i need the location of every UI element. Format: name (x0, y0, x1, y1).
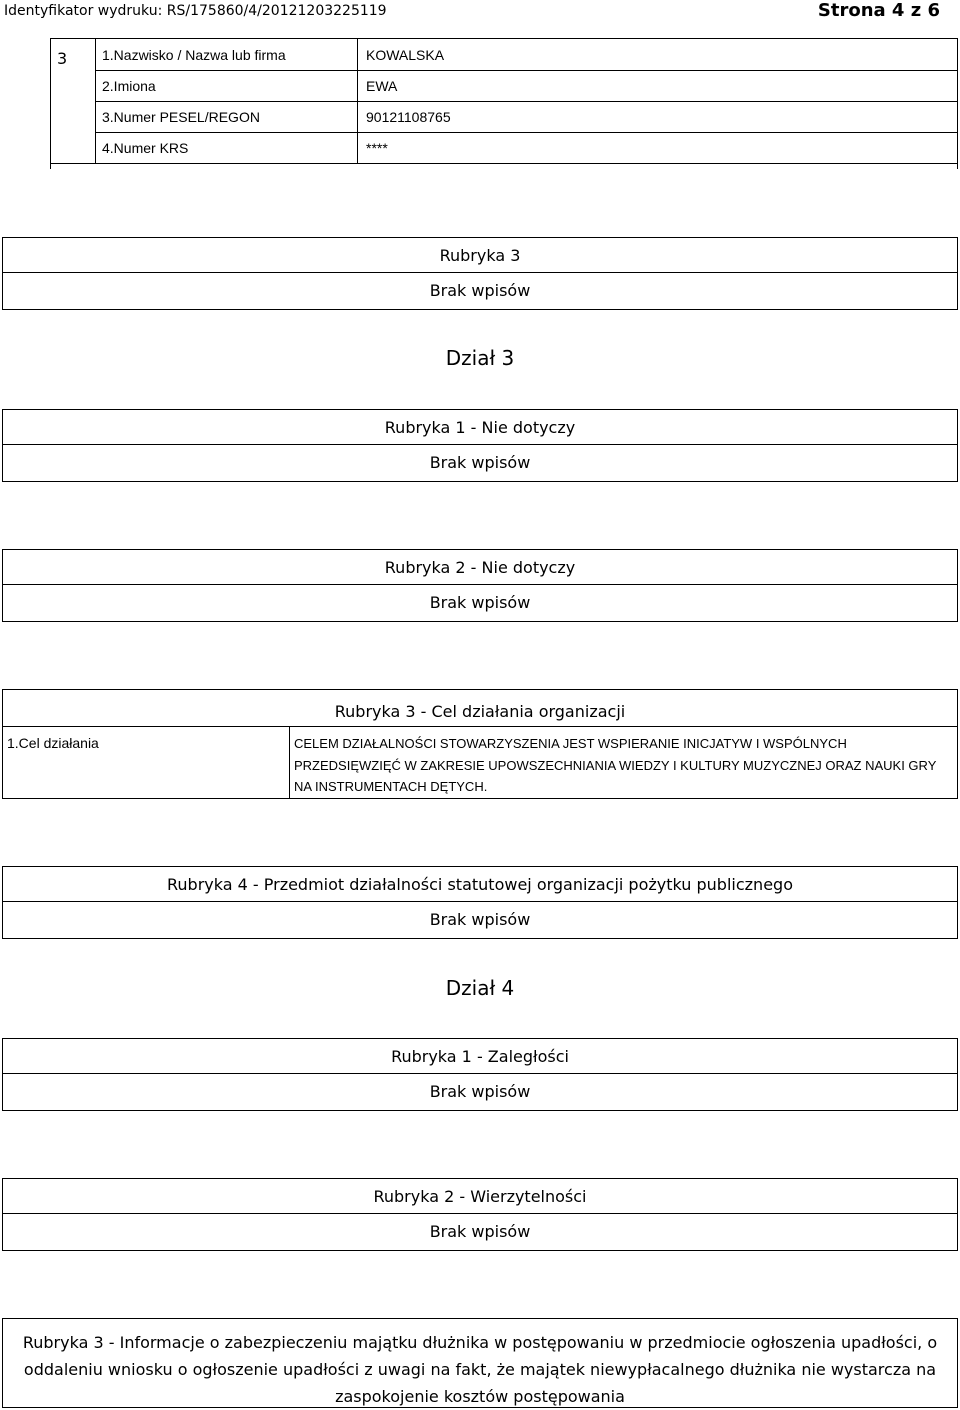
person-index: 3 (51, 39, 96, 163)
field-value: CELEM DZIAŁALNOŚCI STOWARZYSZENIA JEST WSPIERANIE INICJATYW I WSPÓLNYCH PRZEDSIĘWZIĘĆ W ZAKRESIE UPOWSZECHNIANIA WIEDZY I KULTURY MUZYCZNEJ ORAZ NAUKI GRY NA INSTRUMENTACH DĘTYCH. (294, 736, 937, 794)
section-d4-rubryka-1 (2, 1038, 958, 1111)
field-label: 1.Cel działania (3, 727, 290, 798)
print-identifier: Identyfikator wydruku: RS/175860/4/20121203225119 (4, 3, 387, 19)
section-body: Brak wpisów (429, 593, 531, 612)
section-d4-rubryka-2 (2, 1178, 958, 1251)
section-title: Rubryka 1 - Nie dotyczy (3, 410, 957, 445)
dzial-4-heading: Dział 4 (445, 976, 515, 1000)
section-title: Rubryka 1 - Zaległości (3, 1039, 957, 1074)
section-title: Rubryka 3 - Cel działania organizacji (3, 690, 957, 727)
person-row-krs (96, 132, 957, 163)
section-d3-rubryka-2 (2, 549, 958, 622)
person-row-first-names (96, 70, 957, 102)
section-body: Brak wpisów (429, 281, 531, 300)
section-rubryka-3 (2, 237, 958, 310)
field-label: 2.Imiona (96, 70, 358, 101)
section-body: Brak wpisów (429, 453, 531, 472)
field-value: **** (366, 140, 388, 156)
field-value: 90121108765 (366, 109, 451, 125)
section-title: Rubryka 3 - Informacje o zabezpieczeniu majątku dłużnika w postępowaniu w przedmiocie ogłoszenia upadłości, o oddaleniu wniosku o ogłoszenie upadłości z uwagi na fakt, że majątek niewypłacalnego dłużnika nie wystarcza na zaspokojenie kosztów postępowania (22, 1333, 938, 1406)
person-row-pesel (96, 101, 957, 133)
section-d3-rubryka-3 (2, 689, 958, 799)
section-title: Rubryka 3 (3, 238, 957, 273)
table-divider (51, 163, 957, 164)
field-label: 3.Numer PESEL/REGON (96, 101, 358, 132)
section-body: Brak wpisów (429, 1082, 531, 1101)
section-title: Rubryka 4 - Przedmiot działalności statutowej organizacji pożytku publicznego (3, 867, 957, 902)
field-value: EWA (366, 78, 398, 94)
section-d4-rubryka-3 (2, 1318, 958, 1408)
section-d3-rubryka-1 (2, 409, 958, 482)
section-title: Rubryka 2 - Nie dotyczy (3, 550, 957, 585)
dzial-3-heading: Dział 3 (445, 346, 515, 370)
section-title: Rubryka 2 - Wierzytelności (3, 1179, 957, 1214)
page-number: Strona 4 z 6 (817, 0, 940, 21)
field-value: KOWALSKA (366, 47, 445, 63)
person-row-name (96, 39, 957, 71)
section-body: Brak wpisów (429, 910, 531, 929)
section-d3-rubryka-4 (2, 866, 958, 939)
person-table (50, 38, 958, 169)
section-body: Brak wpisów (429, 1222, 531, 1241)
field-label: 1.Nazwisko / Nazwa lub firma (96, 39, 358, 70)
field-label: 4.Numer KRS (96, 132, 358, 163)
